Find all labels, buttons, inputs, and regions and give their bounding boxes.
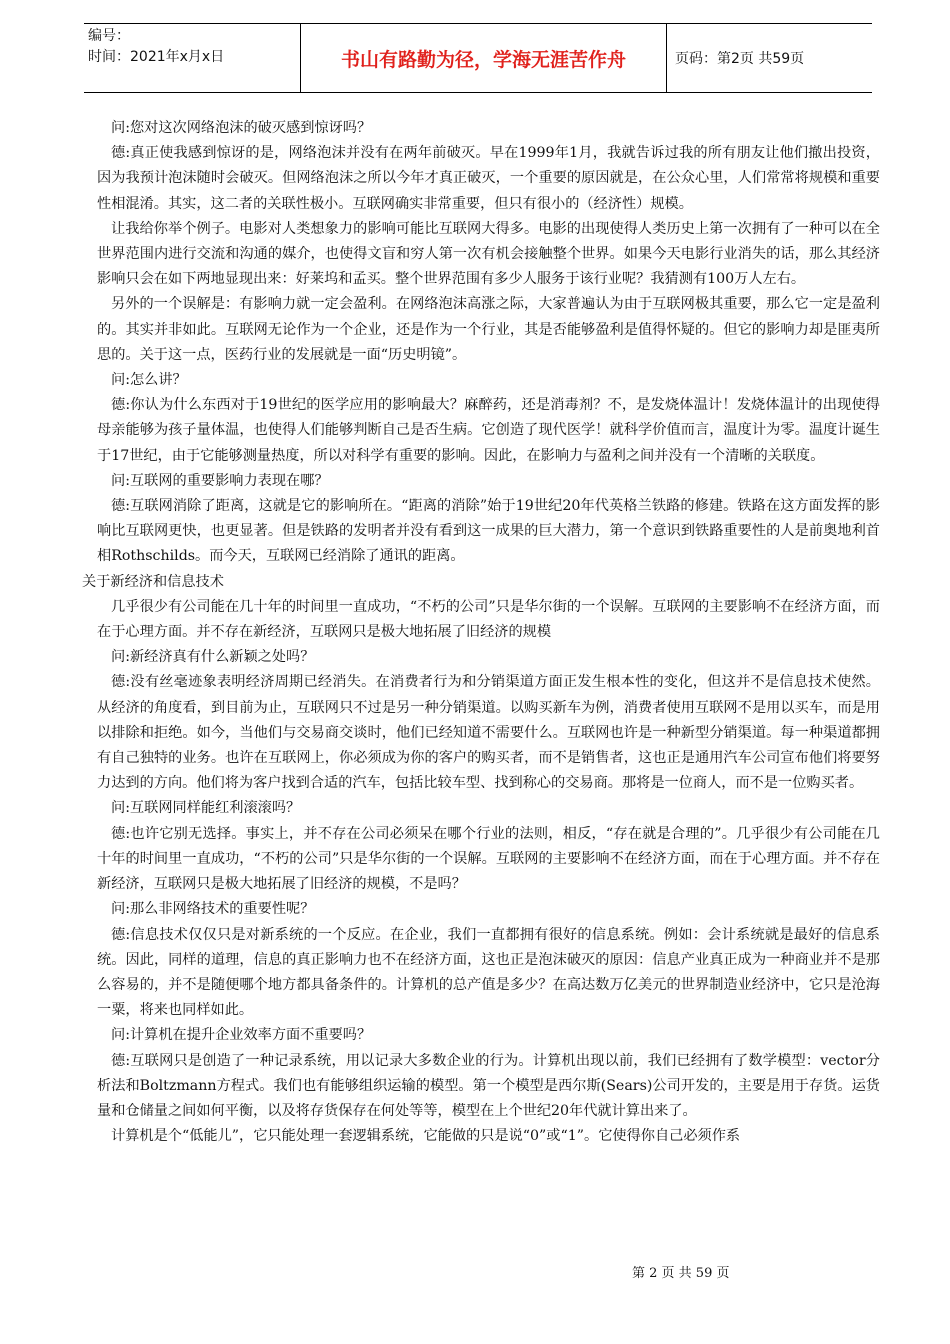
paragraph: 问:互联网同样能红利滚滚吗？ [111,800,301,817]
paragraph: 问:怎么讲？ [111,372,187,389]
header-motto: 书山有路勤为径，学海无涯苦作舟 [300,24,667,92]
paragraph: 德:也许它别无选择。事实上，并不存在公司必须呆在哪个行业的法则，相反，“存在就是合理的”。几乎很少有公司能在几十年的时间里一直成功，“不朽的公司”只是华尔街的一个误解。互联网的主要影响不在经济方面，而在于心理方面。并不存在新经济，互联网只是极大地拓展了旧经济的规模，不是吗？ [97,825,880,893]
paragraph: 问:新经济真有什么新颖之处吗？ [111,649,315,666]
paragraph: 德:互联网只是创造了一种记录系统，用以记录大多数企业的行为。计算机出现以前，我们已经拥有了数学模型：vector分析法和Boltzmann方程式。我们也有能够组织运输的模型。第一个模型是西尔斯(Sears)公司开发的，主要是用于存货。运货量和仓储量之间如何平衡，以及将存货保存在何处等等，模型在上个世纪20年代就计算出来了。 [97,1052,880,1119]
paragraph: 另外的一个误解是：有影响力就一定会盈利。在网络泡沫高涨之际，大家普遍认为由于互联网极其重要，那么它一定是盈利的。其实并非如此。互联网无论作为一个企业，还是作为一个行业，其是否能够盈利是值得怀疑的。但它的影响力却是匪夷所思的。关于这一点，医药行业的发展就是一面“历史明镜”。 [97,296,880,363]
page-header [84,23,872,93]
paragraph: 问:您对这次网络泡沫的破灭感到惊讶吗？ [111,120,372,136]
paragraph: 几乎很少有公司能在几十年的时间里一直成功，“不朽的公司”只是华尔街的一个误解。互联网的主要影响不在经济方面，而在于心理方面。并不存在新经济，互联网只是极大地拓展了旧经济的规模 [97,598,880,641]
paragraph: 德:信息技术仅仅只是对新系统的一个反应。在企业，我们一直都拥有很好的信息系统。例如：会计系统就是最好的信息系统。因此，同样的道理，信息的真正影响力也不在经济方面，这也正是泡沫破灭的原因：信息产业真正成为一种商业并不是那么容易的，并不是随便哪个地方都具备条件的。计算机的总产值是多少？在高达数万亿美元的世界制造业经济中，它只是沧海一粟，将来也同样如此。 [97,926,880,1019]
header-page-number: 页码：第2页 共59页 [675,51,805,67]
paragraph: 让我给你举个例子。电影对人类想象力的影响可能比互联网大得多。电影的出现使得人类历史上第一次拥有了一种可以在全世界范围内进行交流和沟通的媒介，也使得文盲和穷人第一次有机会接触整个世界。如果今天电影行业消失的话，那么其经济影响只会在如下两地显现出来：好莱坞和孟买。整个世界范围有多少人服务于该行业呢？我猜测有100万人左右。 [97,220,880,288]
page-footer: 第 2 页 共 59 页 [632,1266,730,1281]
document-date-label: 时间：2021年x月x日 [88,49,225,65]
paragraph: 德:互联网消除了距离，这就是它的影响所在。“距离的消除”始于19世纪20年代英格兰铁路的修建。铁路在这方面发挥的影响比互联网更快，也更显著。但是铁路的发明者并没有看到这一成果的巨大潜力，第一个意识到铁路重要性的人是前奥地利首相Rothschilds。而今天，互联网已经消除了通讯的距离。 [97,498,880,565]
paragraph: 问:那么非网络技术的重要性呢？ [111,901,315,918]
paragraph: 计算机是个“低能儿”，它只能处理一套逻辑系统，它能做的只是说“0”或“1”。它使得你自己必须作系 [111,1128,741,1145]
paragraph: 德:真正使我感到惊讶的是，网络泡沫并没有在两年前破灭。早在1999年1月，我就告诉过我的所有朋友让他们撤出投资，因为我预计泡沫随时会破灭。但网络泡沫之所以今年才真正破灭，一个重要的原因就是，在公众心里，人们常常将规模和重要性相混淆。其实，这二者的关联性极小。互联网确实非常重要，但只有很小的（经济性）规模。 [97,145,880,212]
document-number-label: 编号： [88,28,130,44]
header-meta [84,24,300,92]
paragraph: 问:互联网的重要影响力表现在哪？ [111,472,329,489]
section-heading: 关于新经济和信息技术 [82,573,224,590]
article-body [82,116,880,1149]
paragraph: 德:没有丝毫迹象表明经济周期已经消失。在消费者行为和分销渠道方面正发生根本性的变化，但这并不是信息技术使然。从经济的角度看，到目前为止，互联网只不过是另一种分销渠道。以购买新车为例，消费者使用互联网不是用以买车，而是用以排除和拒绝。如今，当他们与交易商交谈时，他们已经知道不需要什么。互联网也许是一种新型分销渠道。每一种渠道都拥有自己独特的业务。也许在互联网上，你必须成为你的客户的购买者，而不是销售者，这也正是通用汽车公司宣布他们将要努力达到的方向。他们将为客户找到合适的汽车，包括比较车型、找到称心的交易商。那将是一位商人，而不是一位购买者。 [97,674,880,792]
paragraph: 德:你认为什么东西对于19世纪的医学应用的影响最大？麻醉药，还是消毒剂？不，是发烧体温计！发烧体温计的出现使得母亲能够为孩子量体温，也使得人们能够判断自己是否生病。它创造了现代医学！就科学价值而言，温度计为零。温度计诞生于17世纪，由于它能够测量热度，所以对科学有重要的影响。因此，在影响力与盈利之间并没有一个清晰的关联度。 [97,397,880,464]
paragraph: 问:计算机在提升企业效率方面不重要吗？ [111,1027,372,1044]
